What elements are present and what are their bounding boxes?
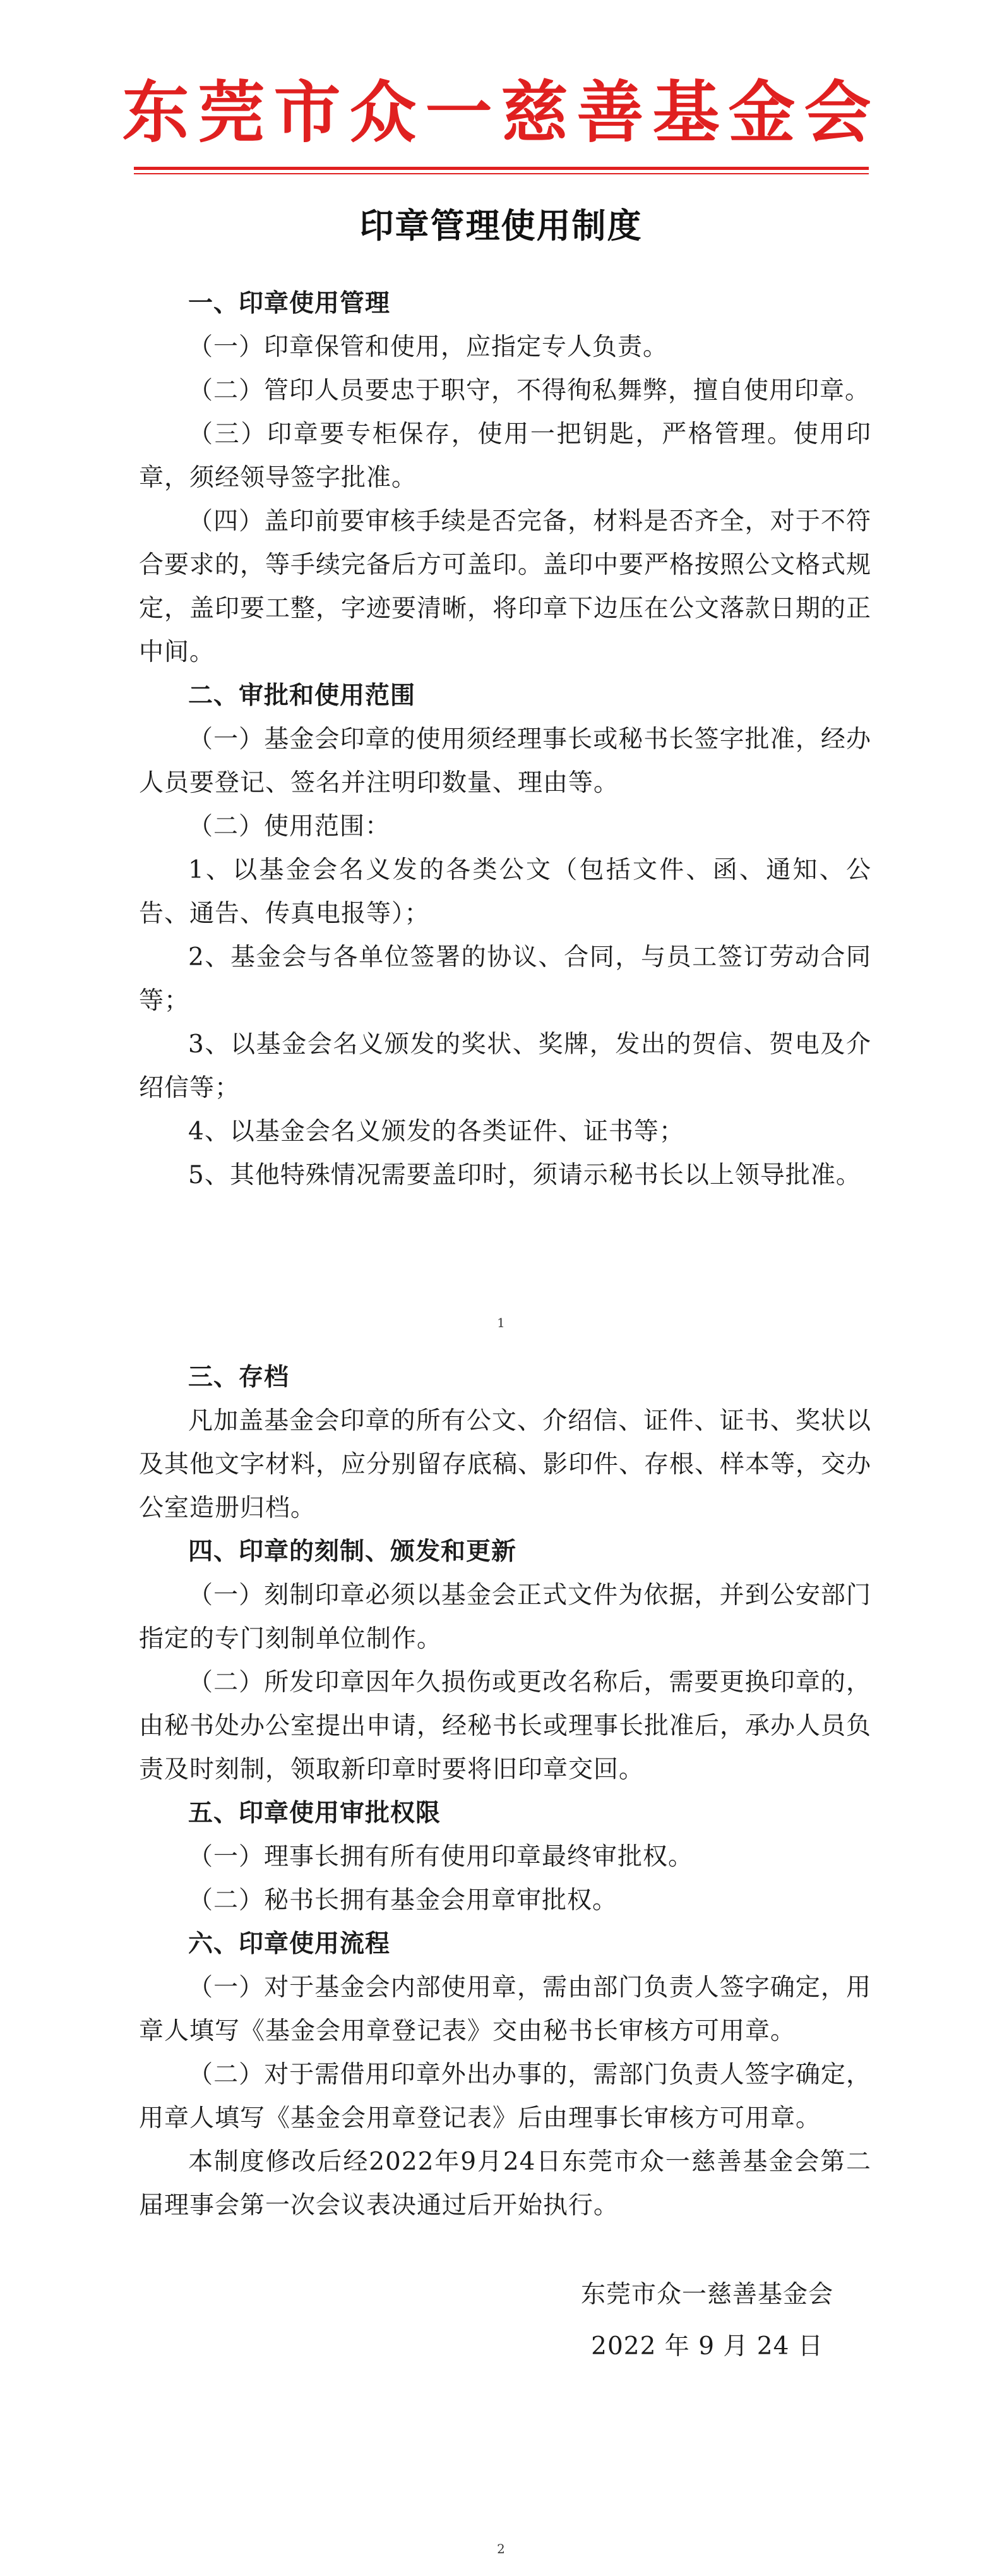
letterhead-org-name: 东莞市众一慈善基金会 [122, 73, 880, 152]
page-2-body [139, 1356, 871, 2227]
paragraph: （二）对于需借用印章外出办事的，需部门负责人签字确定，用章人填写《基金会用章登记表》后由理事长审核方可用章。 [139, 2061, 871, 2133]
letterhead-red-rule-thin [134, 173, 869, 174]
section-heading: 三、存档 [188, 1363, 290, 1392]
paragraph: 凡加盖基金会印章的所有公文、介绍信、证件、证书、奖状以及其他文字材料，应分别留存底稿、影印件、存根、样本等，交办公室造册归档。 [139, 1407, 872, 1522]
paragraph: （四）盖印前要审核手续是否完备，材料是否齐全，对于不符合要求的，等手续完备后方可盖印。盖印中要严格按照公文格式规定，盖印要工整，字迹要清晰，将印章下边压在公文落款日期的正中间。 [139, 507, 872, 666]
document-page-2 [0, 1333, 1002, 2576]
paragraph: （三）印章要专柜保存，使用一把钥匙，严格管理。使用印章，须经领导签字批准。 [139, 420, 871, 492]
paragraph: （一）基金会印章的使用须经理事长或秘书长签字批准，经办人员要登记、签名并注明印数量、理由等。 [139, 725, 871, 797]
signature-org-name: 东莞市众一慈善基金会 [580, 2280, 833, 2309]
list-item: 2、基金会与各单位签署的协议、合同，与员工签订劳动合同等； [139, 943, 871, 1015]
list-item: 4、以基金会名义颁发的各类证件、证书等； [188, 1117, 684, 1146]
page-1-body [139, 282, 871, 1197]
paragraph: （一）对于基金会内部使用章，需由部门负责人签字确定，用章人填写《基金会用章登记表》交由秘书长审核方可用章。 [139, 1973, 871, 2045]
list-item: 3、以基金会名义颁发的奖状、奖牌，发出的贺信、贺电及介绍信等； [139, 1030, 871, 1102]
paragraph: （二）秘书长拥有基金会用章审批权。 [188, 1886, 618, 1915]
section-heading: 二、审批和使用范围 [188, 681, 416, 710]
section-heading: 一、印章使用管理 [188, 289, 391, 318]
signature-date: 2022 年 9 月 24 日 [591, 2332, 823, 2361]
page-number: 2 [497, 2541, 505, 2556]
paragraph: （一）刻制印章必须以基金会正式文件为依据，并到公安部门指定的专门刻制单位制作。 [139, 1581, 871, 1653]
section-heading: 六、印章使用流程 [188, 1929, 391, 1958]
page-number: 1 [497, 1315, 505, 1330]
paragraph: （二）使用范围： [188, 812, 391, 841]
section-heading: 五、印章使用审批权限 [188, 1798, 441, 1827]
document-title: 印章管理使用制度 [359, 205, 643, 246]
list-item: 1、以基金会名义发的各类公文（包括文件、函、通知、公告、通告、传真电报等）； [139, 856, 871, 928]
paragraph: （二）管印人员要忠于职守，不得徇私舞弊，擅自使用印章。 [188, 376, 871, 405]
list-item: 5、其他特殊情况需要盖印时，须请示秘书长以上领导批准。 [188, 1161, 861, 1189]
section-heading: 四、印章的刻制、颁发和更新 [188, 1537, 517, 1566]
paragraph: （二）所发印章因年久损伤或更改名称后，需要更换印章的，由秘书处办公室提出申请，经秘书长或理事长批准后，承办人员负责及时刻制，领取新印章时要将旧印章交回。 [139, 1668, 872, 1784]
paragraph: （一）印章保管和使用，应指定专人负责。 [188, 333, 669, 361]
letterhead-red-rule-thick [134, 167, 869, 170]
paragraph: 本制度修改后经2022年9月24日东莞市众一慈善基金会第二届理事会第一次会议表决通过后开始执行。 [139, 2148, 871, 2220]
paragraph: （一）理事长拥有所有使用印章最终审批权。 [188, 1843, 694, 1871]
